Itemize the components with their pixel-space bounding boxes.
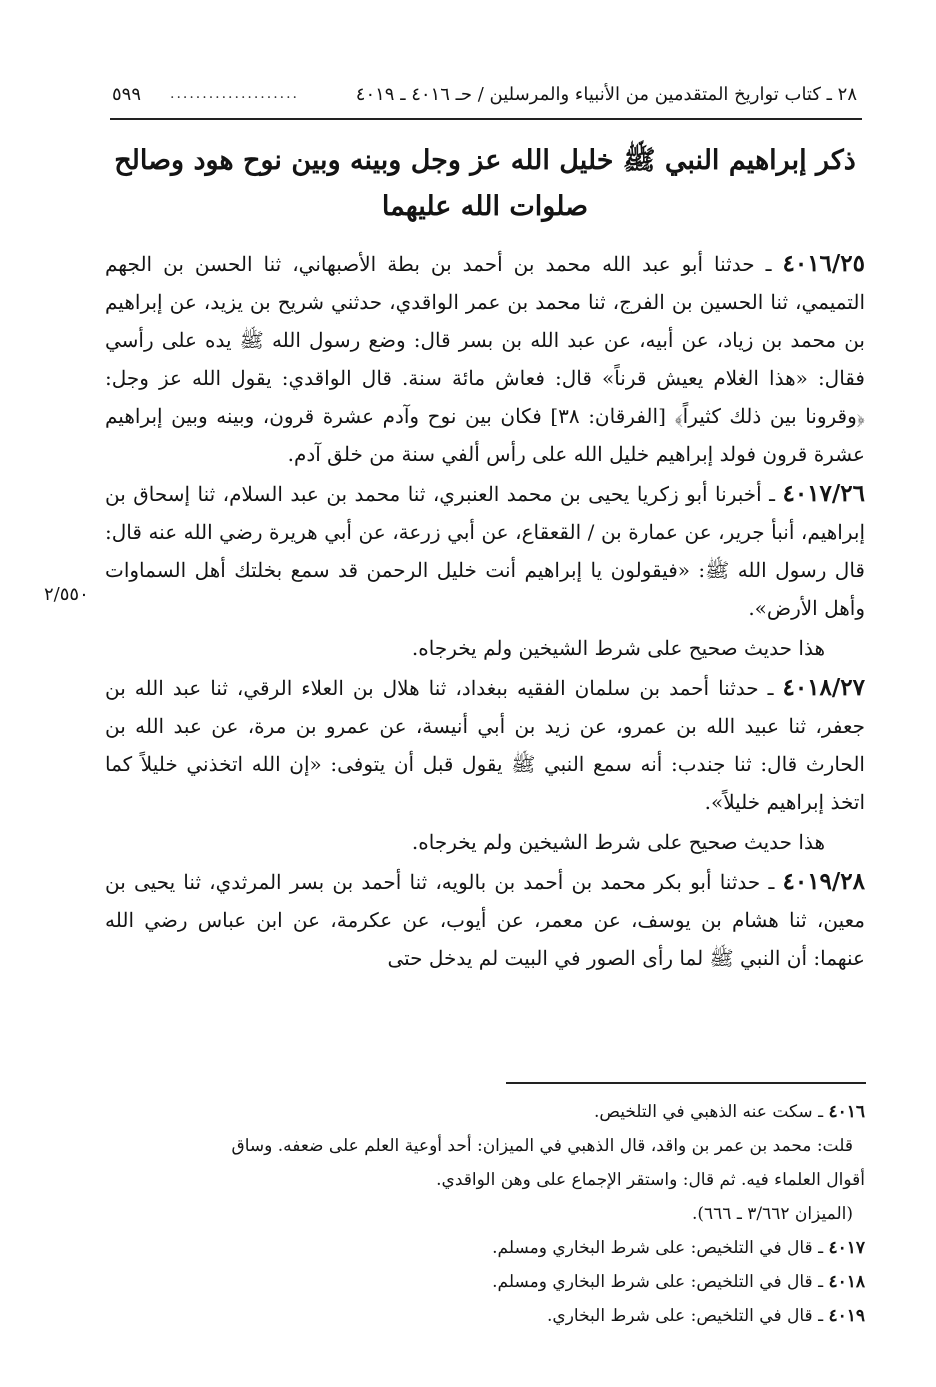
heading-line-2: صلوات الله عليهما [381, 191, 589, 222]
hadith-grade: هذا حديث صحيح على شرط الشيخين ولم يخرجاه. [411, 636, 825, 660]
footnote-number: ٤٠١٩ [828, 1306, 865, 1326]
footnote-line: (الميزان ٣/٦٦٢ ـ ٦٦٦). [692, 1204, 853, 1224]
hadith-text: ـ أخبرنا أبو زكريا يحيى بن محمد العنبري، ثنا محمد بن عبد السلام، ثنا إسحاق بن إبراهيم، أنبأ جرير، عن عمارة بن / القعقاع، عن أبي زرعة، عن أبي هريرة رضي الله عنه قال: قال رسول الله ﷺ: «فيقولون يا إبراهيم أنت خليل الرحمن قد سمع بخلتك أهل السماوات وأهل الأرض». [105, 482, 865, 620]
footnotes [105, 1095, 865, 1333]
hadith-paragraph [105, 475, 865, 627]
footnote [105, 1299, 865, 1333]
footnote-number: ٤٠١٧ [828, 1238, 865, 1258]
footnote [105, 1095, 865, 1129]
main-text [105, 245, 865, 977]
hadith-number: ٤٠١٦/٢٥ [782, 250, 866, 277]
footnote-number: ٤٠١٦ [828, 1102, 865, 1122]
hadith-paragraph [105, 245, 865, 473]
hadith-paragraph [105, 863, 865, 977]
hadith-number: ٤٠١٧/٢٦ [782, 480, 865, 507]
footnote [105, 1231, 865, 1265]
footnote-number: ٤٠١٨ [828, 1272, 865, 1292]
margin-reference: ٢/٥٥٠ [44, 584, 89, 605]
footnote-line: أقوال العلماء فيه. ثم قال: واستقر الإجماع على وهن الواقدي. [436, 1170, 865, 1190]
hadith-number: ٤٠١٨/٢٧ [782, 674, 865, 701]
hadith-number: ٤٠١٩/٢٨ [782, 868, 866, 895]
footnote-text: ـ قال في التلخيص: على شرط البخاري ومسلم. [492, 1238, 824, 1258]
footnote-rule [506, 1082, 866, 1084]
footnote-text: ـ قال في التلخيص: على شرط البخاري. [546, 1306, 824, 1326]
header-title: ٢٨ ـ كتاب تواريخ المتقدمين من الأنبياء والمرسلين / حـ ٤٠١٦ ـ ٤٠١٩ [355, 84, 857, 105]
hadith-grade: هذا حديث صحيح على شرط الشيخين ولم يخرجاه. [411, 830, 825, 854]
header-leader-dots: .................... [170, 86, 300, 102]
footnote-line: قلت: محمد بن عمر بن واقد، قال الذهبي في الميزان: أحد أوعية العلم على ضعفه. وساق [231, 1136, 853, 1156]
footnote [105, 1265, 865, 1299]
header-rule [110, 118, 862, 120]
footnote-text: ـ سكت عنه الذهبي في التلخيص. [593, 1102, 824, 1122]
hadith-text: ـ حدثنا أحمد بن سلمان الفقيه ببغداد، ثنا هلال بن العلاء الرقي، ثنا عبد الله بن جعفر، ثنا عبيد الله بن عمرو، عن زيد بن أبي أنيسة، عن عمرو بن مرة، عن عبد الله بن الحارث قال: ثنا جندب: أنه سمع النبي ﷺ يقول قبل أن يتوفى: «إن الله اتخذني خليلاً كما اتخذ إبراهيم خليلاً». [105, 676, 865, 814]
chapter-heading [105, 138, 865, 230]
running-header [112, 80, 857, 114]
hadith-paragraph [105, 669, 865, 821]
hadith-text: ـ حدثنا أبو عبد الله محمد بن أحمد بن بطة الأصبهاني، ثنا الحسن بن الجهم التميمي، ثنا الحسين بن الفرج، ثنا محمد بن عمر الواقدي، حدثني شريح بن يزيد، عن إبراهيم بن محمد بن زياد، عن أبيه، عن عبد الله بن بسر قال: وضع رسول الله ﷺ يده على رأسي فقال: «هذا الغلام يعيش قرناً» قال: فعاش مائة سنة. قال الواقدي: يقول الله عز وجل: ﴿وقرونا بين ذلك كثيراً﴾ [الفرقان: ٣٨] فكان بين نوح وآدم عشرة قرون، وبينه وبين إبراهيم عشرة قرون فولد إبراهيم خليل الله على رأس ألفي سنة من خلق آدم. [105, 252, 866, 466]
footnote-text: ـ قال في التلخيص: على شرط البخاري ومسلم. [492, 1272, 824, 1292]
hadith-text: ـ حدثنا أبو بكر محمد بن أحمد بن بالويه، ثنا أحمد بن بسر المرثدي، ثنا يحيى بن معين، ثنا هشام بن يوسف، عن معمر، عن أيوب، عن عكرمة، عن ابن عباس رضي الله عنهما: أن النبي ﷺ لما رأى الصور في البيت لم يدخل حتى [105, 870, 865, 970]
heading-line-1: ذكر إبراهيم النبي ﷺ خليل الله عز وجل وبينه وبين نوح هود وصالح [114, 145, 856, 176]
page-number: ٥٩٩ [112, 84, 142, 105]
